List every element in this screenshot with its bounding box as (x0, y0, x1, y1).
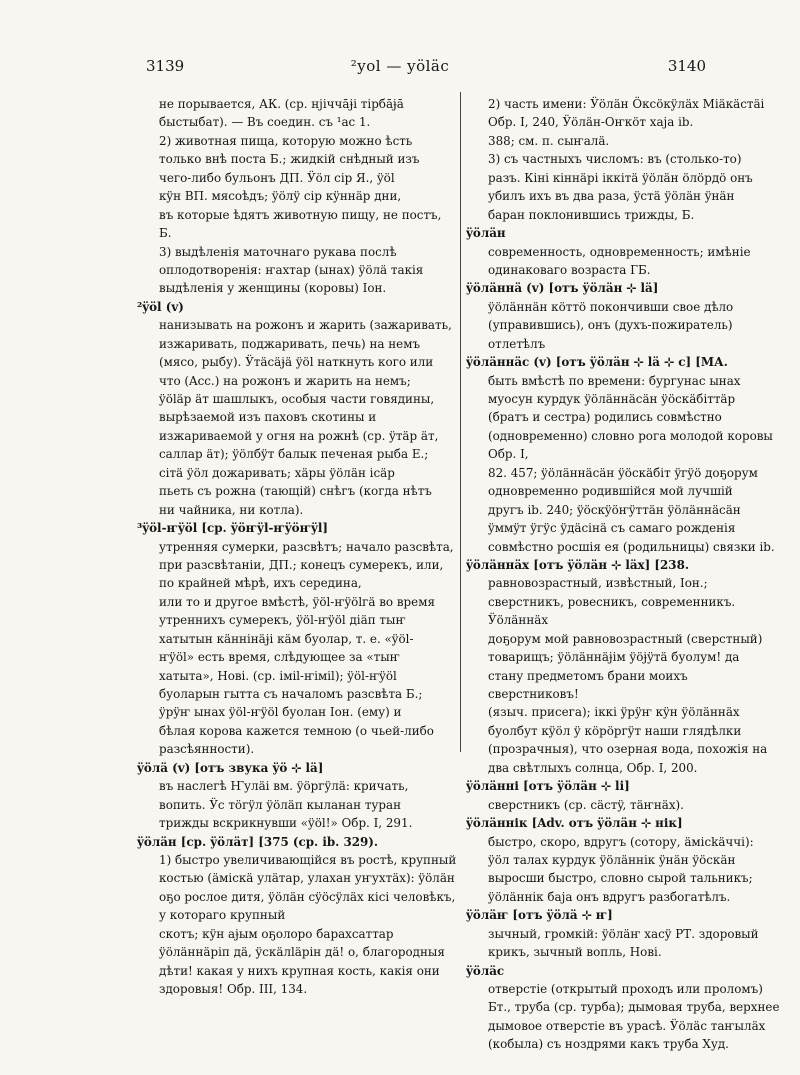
entry-text: доҕорум мой равновозрастный (сверстный) (488, 631, 763, 646)
entry-text: изжаривать, поджаривать, печь) на немъ (159, 336, 421, 351)
headword: ÿöлäннäх [отъ ÿöлäн ⊹ läx] [238. (466, 557, 689, 572)
entry-text: 1) быстро увеличивающійся въ ростѣ, крупный костью (äміскä улäтар, улахан уҥухтäх): ÿöлäн оҕо рослое дитя, ÿöлäн сÿöсÿлäх кісі человѣкъ, у котораго крупный (159, 852, 457, 923)
entry-text: пьеть съ рожна (тающій) снѣгъ (когда нѣтъ (159, 484, 432, 499)
entry-text: быстро, скоро, вдругъ (сотору, äмісkäччі): (488, 834, 754, 849)
entry-text: товарищъ; ÿöлäннäɉім ÿöɉÿтä буолум! да (488, 650, 740, 665)
entry-text: вырѣзаемой изъ паховъ скотины и изжариваемой у огня на рожнѣ (ср. ÿтäр äт, саллар äт); ÿöлбÿт балык печеная рыба Е.; (159, 410, 439, 462)
entry-text: (мясо, рыбу). Ӱтäсäɉä ÿöl наткнуть кого или (159, 355, 434, 370)
entry-text: Бт., труба (ср. турба); дымовая труба, верхнее дымовое отверстіе въ урасѣ. Ӱöлäс таҥылäх (кобыла) съ ноздрями какъ труба Худ. (488, 1000, 780, 1052)
entry-text: муосун курдук ÿöлäннäсäн ÿöскäбіттäр (488, 392, 736, 406)
entry-text: или то и другое вмѣстѣ, ÿöl-ҥÿölгä во время (159, 594, 435, 609)
entry-text: скотъ; кÿн аɉым оҕолоро барахсаттар (159, 926, 394, 941)
entry-text: ҥÿöl» есть время, слѣдующее за «тыҥ хатыта», Нові. (ср. імil-ҥімil); ÿöl-ҥÿöl буоларын гытта съ началомъ разсвѣта Б.; (159, 650, 423, 701)
entry-text: 82. 457; ÿöлäннäсäн ÿöскäбіт ÿгÿö доҕорум одновременно родившійся мой лучшій (488, 465, 758, 499)
right-column (466, 95, 782, 1054)
entry-text: быстыбат). — Въ соедин. съ ¹ас 1. (159, 115, 371, 130)
headword: ÿöлäннä (v) [отъ ÿöлäн ⊹ lä] (466, 281, 659, 296)
entry-text: сітä ÿöл дожаривать; хäры ÿöлäн ісäр (159, 465, 395, 480)
entry-text: чего-либо бульонъ ДП. Ӱöл сір Я., ÿöl (159, 170, 395, 185)
entry-text: утренняя сумерки, разсвѣтъ; начало разсвѣта, при разсвѣтаніи, ДП.; конецъ сумерекъ, или, по крайней мѣрѣ, ихъ середина, (159, 539, 454, 591)
entry-text: быть вмѣстѣ по времени: бургунас ынах (488, 373, 741, 388)
entry-text: что (Acc.) на рожонъ и жарить на немъ; (159, 373, 411, 388)
entry-text: ÿöläр äт шашлыкъ, особыя части говядины, (159, 392, 435, 406)
entry-text: ÿöлäннік баjа онъ вдругъ разбогатѣлъ. (488, 889, 731, 904)
entry-text: стану предметомъ брани моихъ сверстниковъ! (488, 668, 688, 701)
page-number-right: 3140 (667, 57, 706, 75)
headword: ²ÿöl (v) (137, 299, 184, 314)
entry-text: трижды вскрикнувши «ÿöl!» Обр. I, 291. (159, 816, 413, 831)
entry-text: ÿöлäннäріп дä, ÿскäлläрін дä! о, благородныя дѣти! какая у нихъ крупная кость, какія они здоровыя! Обр. III, 134. (159, 945, 445, 996)
headword: ÿöлäннік [Adv. отъ ÿöлäн ⊹ нік] (466, 816, 683, 831)
entry-text: отверстіе (открытый проходъ или проломъ) (488, 982, 763, 996)
entry-text: два свѣтлыхъ солнца, Обр. I, 200. (488, 760, 698, 775)
entry-text: разсѣянности). (159, 742, 255, 757)
headword: ÿöлäн (466, 226, 506, 241)
entry-text: только внѣ поста Б.; жидкій снѣдный изъ (159, 152, 420, 167)
entry-text: не порывается, АК. (ср. нјічча̄ɉі тірба̄ɉа̄ (159, 97, 404, 111)
column-divider (460, 92, 461, 752)
headword: ÿöлäн [ср. ÿöлäт] [375 (ср. ib. 329). (137, 834, 379, 849)
entry-text: 3) выдѣленія маточнаго рукава послѣ оплодотворенія: ҥахтар (ынах) ÿöлä такія выдѣленія у женщины (коровы) Іон. (159, 244, 424, 296)
entry-text: утреннихъ сумерекъ, ÿöl-ҥÿöl діäп тыҥ хатытын кäннінäɉі кäм буолар, т. е. «ÿöl- (159, 613, 414, 646)
entry-text: кÿн ВП. мясоѣдъ; ÿöлÿ сір кÿннäр дни, (159, 189, 402, 204)
entry-text: ÿöл талах курдук ÿöлäннік ÿнäн ÿöскäн (488, 852, 736, 867)
headword: ³ÿöl-ҥÿöl [ср. ÿöҥÿl-ҥÿöҥÿl] (137, 521, 329, 536)
entry-text: буолбут кÿöл ÿ кöрöргÿт наши глядѣлки (488, 723, 742, 738)
headword: ÿöлäнні [отъ ÿöлäн ⊹ li] (466, 779, 630, 794)
entry-text: 2) животная пища, которую можно ѣсть (159, 133, 413, 148)
entry-text: нанизывать на рожонъ и жарить (зажаривать, (159, 318, 452, 333)
entry-text: убилъ ихъ въ два раза, ÿстä ÿöлäн ÿнäн (488, 189, 735, 204)
entry-text: 3) съ частныхъ числомъ: въ (столько-то) (488, 152, 742, 167)
entry-text: современность, одновременность; имѣніе одинаковаго возраста ГБ. (488, 244, 751, 277)
entry-text: баран поклонившись трижды, Б. (488, 207, 695, 222)
entry-text: выросши быстро, словно сырой тальникъ; (488, 871, 753, 886)
entry-text: ни чайника, ни котла). (159, 502, 304, 517)
entry-text: (языч. присега); іккі ÿрÿҥ кÿн ÿöлäннäх (488, 705, 740, 720)
entry-text: зычный, громкій: ÿöлäҥ хасÿ РТ. здоровый крикъ, зычный вопль, Нові. (488, 926, 759, 960)
headword: ÿöлä (v) [отъ звука ÿö ⊹ lä] (137, 760, 324, 775)
entry-text: бѣлая корова кажется темною (о чьей-либо (159, 723, 434, 738)
entry-text: 2) часть имени: Ӱöлäн Öксöкÿлäх Міäкäстäі Обр. I, 240, Ӱöлäн-Оҥкöт хаjа ib. (488, 97, 765, 130)
headword: ÿöлäҥ [отъ ÿöлä ⊹ ҥ] (466, 908, 613, 923)
entry-text: равновозрастный, извѣстный, Іон.; сверстникъ, ровесникъ, современникъ. Ӱöлäннäх (488, 576, 736, 628)
entry-text: другъ ib. 240; ÿöскÿöҥÿттäн ÿöлäннäсäн (488, 502, 741, 517)
entry-text: 388; см. п. сыҥалä. (488, 133, 610, 148)
entry-text: (братъ и сестра) родились совмѣстно (одновременно) словно рога молодой коровы Обр. I, (488, 410, 773, 462)
entry-text: въ которые ѣдятъ животную пищу, не постъ, Б. (159, 207, 442, 241)
entry-text: сверстникъ (ср. сäстÿ, тäҥнäх). (488, 797, 684, 812)
entry-text: ÿöлäннäн кöттö покончивши свое дѣло (управившись), онъ (духъ-пожиратель) отлетѣлъ (488, 299, 734, 351)
entry-text: въ наслегѣ Ҥулäі вм. ÿöргÿлä: кричать, вопить. Ӱс тöгÿл ÿöлäп кыланан туран (159, 779, 409, 812)
entry-text: (прозрачныя), что озерная вода, похожія на (488, 742, 768, 757)
headword: ÿöлäс (466, 963, 505, 978)
running-title: ²yol — yöläc (350, 57, 450, 75)
entry-text: ÿммÿт ÿгÿс ÿдäсінä съ самаго рожденія совмѣстно росшія ея (родильницы) связки ib. (488, 521, 775, 554)
entry-text: разъ. Кіні кіннäрі іккітä ÿöлäн öлöрдö онъ (488, 170, 753, 185)
headword: ÿöлäннäс (v) [отъ ÿöлäн ⊹ lä ⊹ c] [МА. (466, 355, 728, 370)
left-column (137, 95, 457, 998)
page-number-left: 3139 (146, 57, 185, 75)
entry-text: ÿрÿҥ ынах ÿöl-ҥÿöl буолан Іон. (ему) и (159, 705, 402, 720)
